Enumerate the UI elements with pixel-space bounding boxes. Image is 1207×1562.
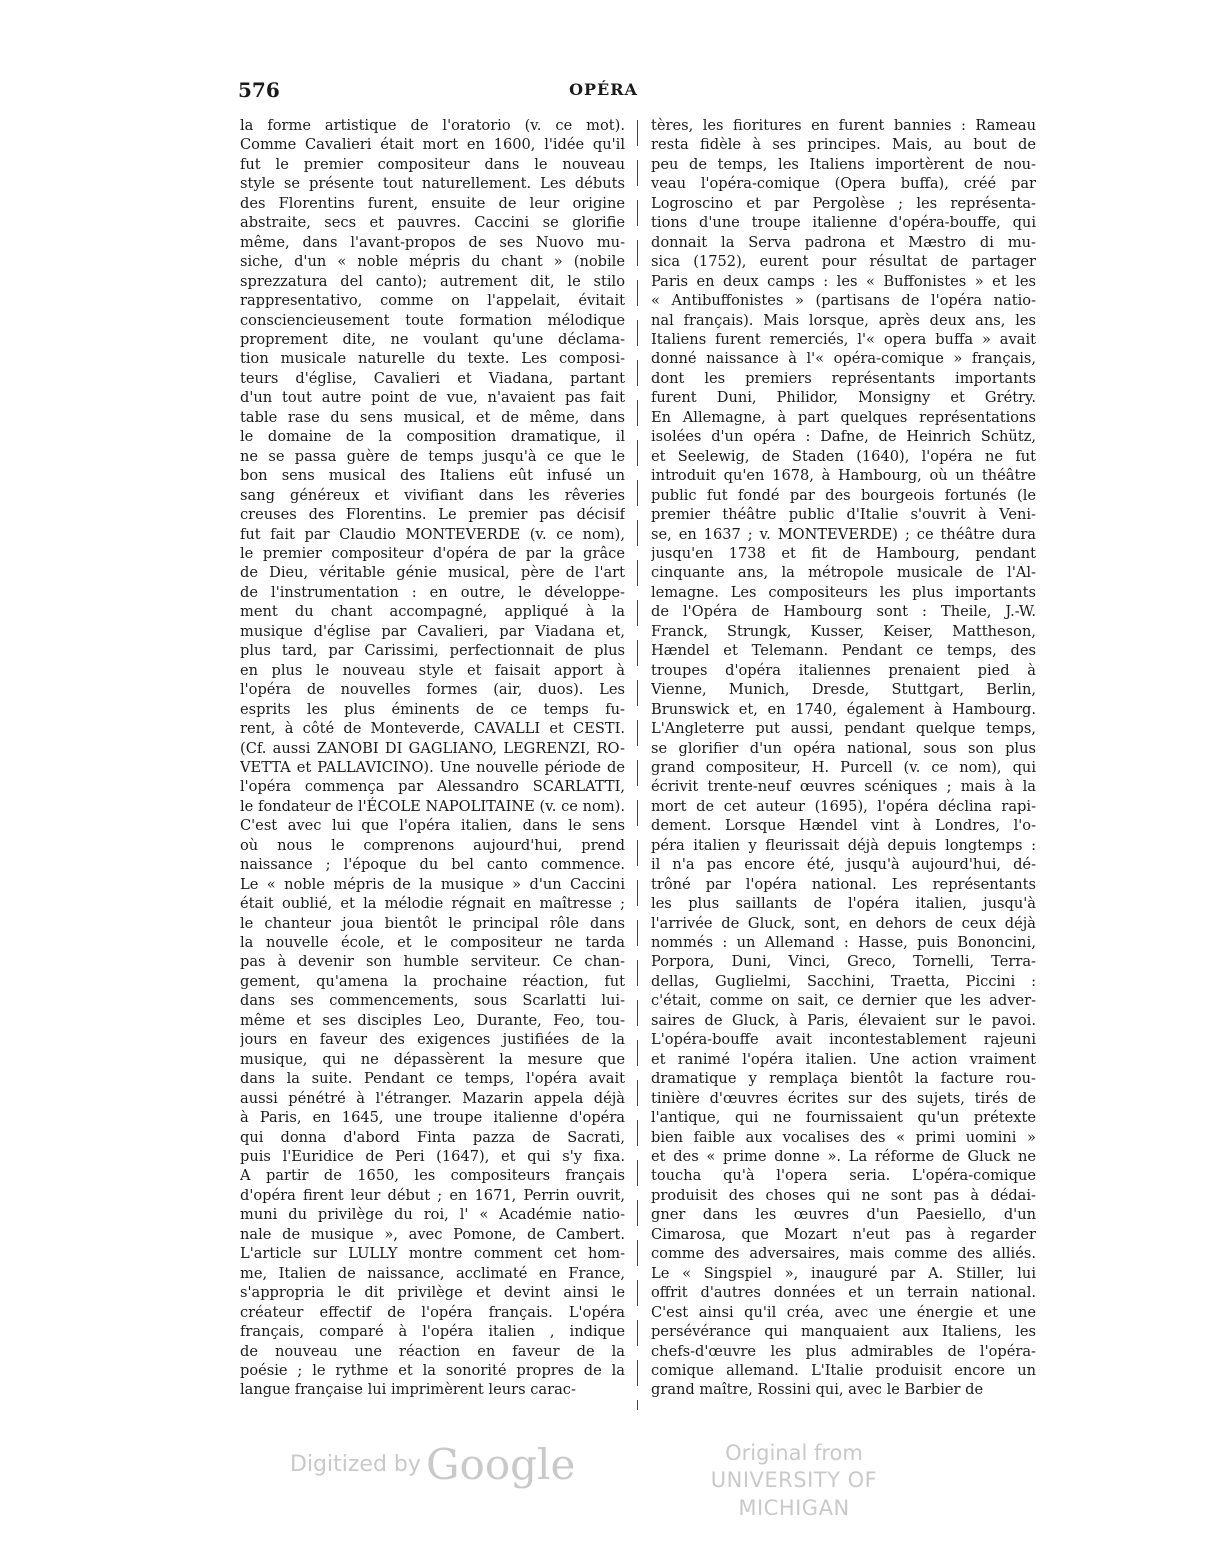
text-line: l'opéra de nouvelles formes (air, duos). Les	[240, 681, 625, 699]
text-line: et Seelewig, de Staden (1640), l'opéra ne fut	[651, 447, 1036, 465]
text-line: nale de musique », avec Pomone, de Cambert.	[240, 1225, 625, 1243]
left-column	[240, 116, 625, 1400]
text-line: des Florentins furent, ensuite de leur origine	[240, 194, 625, 212]
text-line: lemagne. Les compositeurs les plus importants	[651, 583, 1036, 601]
text-line: se glorifier d'un opéra national, sous son plus	[651, 739, 1036, 757]
text-line: toucha qu'à l'opera seria. L'opéra-comique	[651, 1167, 1036, 1185]
text-line: cinquante ans, la métropole musicale de l'Al-	[651, 564, 1036, 582]
text-line: fut fait par Claudio MONTEVERDE (v. ce nom),	[240, 525, 625, 543]
text-line: dellas, Guglielmi, Sacchini, Traetta, Piccini :	[651, 972, 1036, 990]
text-line: le premier compositeur d'opéra de par la grâce	[240, 544, 625, 562]
text-line: tères, les fioritures en furent bannies : Rameau	[651, 117, 1036, 134]
text-line: muni du privilège du roi, l' « Académie natio-	[240, 1206, 625, 1224]
text-line: persévérance qui manquaient aux Italiens, les	[651, 1323, 1036, 1341]
text-line: dement. Lorsque Hændel vint à Londres, l'o-	[651, 817, 1036, 835]
text-line: L'article sur LULLY montre comment cet hom-	[240, 1245, 625, 1263]
text-line: abstraite, secs et pauvres. Caccini se glorifie	[240, 214, 625, 232]
right-column	[651, 116, 1036, 1400]
text-line: musique, qui ne dépassèrent la mesure que	[240, 1050, 625, 1068]
text-line: Porpora, Duni, Vinci, Greco, Tornelli, Terra-	[651, 953, 1036, 971]
text-line: saires de Gluck, à Paris, élevaient sur le pavoi.	[651, 1011, 1036, 1029]
text-line: siche, d'un « noble mépris du chant » (nobile	[240, 253, 625, 271]
text-line: même et ses disciples Leo, Durante, Feo, tou-	[240, 1011, 625, 1029]
text-line: nal français). Mais lorsque, après deux ans, les	[651, 311, 1036, 329]
text-line: C'est avec lui que l'opéra italien, dans le sens	[240, 817, 625, 835]
text-line: langue française lui imprimèrent leurs carac-	[240, 1381, 576, 1399]
text-line: bien faible aux vocalises des « primi uomini »	[651, 1128, 1036, 1146]
text-line: Le « Singspiel », inauguré par A. Stiller, lui	[651, 1264, 1036, 1282]
text-line: était oublié, et la mélodie régnait en maîtresse ;	[240, 895, 625, 913]
text-line: jours en faveur des exigences justifiées de la	[240, 1031, 625, 1049]
text-line: tion musicale naturelle du texte. Les composi-	[240, 350, 625, 368]
text-line: style se présente tout naturellement. Les débuts	[240, 175, 625, 193]
text-line: tions d'une troupe italienne d'opéra-bouffe, qui	[651, 214, 1036, 232]
text-line: produisit des choses qui ne sont pas à dédai-	[651, 1186, 1036, 1204]
text-line: nommés : un Allemand : Hasse, puis Bononcini,	[651, 934, 1036, 952]
text-line: qui donna d'abord Finta pazza de Sacrati,	[240, 1128, 625, 1146]
text-line: les plus saillants de l'opéra italien, jusqu'à	[651, 895, 1036, 913]
text-line: consciencieusement toute formation mélodique	[240, 311, 625, 329]
text-line: ne se passa guère de temps jusqu'à ce que le	[240, 447, 625, 465]
text-line: Vienne, Munich, Dresde, Stuttgart, Berlin,	[651, 681, 1036, 699]
digitized-by-label: Digitized by	[290, 1452, 421, 1477]
text-line: s'appropria le dit privilège et devint ainsi le	[240, 1284, 625, 1302]
text-line: la forme artistique de l'oratorio (v. ce mot).	[240, 117, 625, 134]
text-line: public fut fondé par des bourgeois fortunés (le	[651, 486, 1036, 504]
text-line: Brunswick et, en 1740, également à Hambourg.	[651, 700, 1036, 718]
text-line: donnait la Serva padrona et Mæstro di mu-	[651, 233, 1036, 251]
text-line: rappresentativo, comme on l'appelait, évitait	[240, 292, 625, 310]
text-line: de Dieu, véritable génie musical, père de l'art	[240, 564, 625, 582]
text-line: sprezzatura del canto); autrement dit, le stilo	[240, 272, 625, 290]
text-line: musique d'église par Cavalieri, par Viadana et,	[240, 622, 625, 640]
text-line: Le « noble mépris de la musique » d'un Caccini	[240, 875, 625, 893]
column-divider	[637, 120, 638, 1410]
text-line: L'opéra-bouffe avait incontestablement rajeuni	[651, 1031, 1036, 1049]
text-line: d'un tout autre point de vue, n'avaient pas fait	[240, 389, 625, 407]
text-line: il n'a pas encore été, jusqu'à aujourd'hui, dé-	[651, 856, 1036, 874]
text-line: sica (1752), eurent pour résultat de partager	[651, 253, 1036, 271]
text-line: et ranimé l'opéra italien. Une action vraiment	[651, 1050, 1036, 1068]
text-line: Paris en deux camps : les « Buffonistes » et les	[651, 272, 1036, 290]
text-line: introduit qu'en 1678, à Hambourg, où un théâtre	[651, 467, 1036, 485]
text-line: sang généreux et vivifiant dans les rêveries	[240, 486, 625, 504]
text-line: En Allemagne, à part quelques représentations	[651, 408, 1036, 426]
text-line: dramatique y remplaça bientôt la facture rou-	[651, 1070, 1036, 1088]
text-line: le domaine de la composition dramatique, il	[240, 428, 625, 446]
text-line: français, comparé à l'opéra italien , indique	[240, 1323, 625, 1341]
text-line: L'Angleterre put aussi, pendant quelque temps,	[651, 720, 1036, 738]
text-line: proprement dite, ne voulant qu'une déclama-	[240, 330, 625, 348]
text-line: en plus le nouveau style et faisait apport à	[240, 661, 625, 679]
text-line: isolées d'un opéra : Dafne, de Heinrich Schütz,	[651, 428, 1036, 446]
text-line: me, Italien de naissance, acclimaté en France,	[240, 1264, 625, 1282]
text-line: tinière d'œuvres écrites sur des sujets, tirés de	[651, 1089, 1036, 1107]
text-line: le chanteur joua bientôt le principal rôle dans	[240, 914, 625, 932]
text-line: plus tard, par Carissimi, perfectionnait de plus	[240, 642, 625, 660]
text-line: rent, à côté de Monteverde, CAVALLI et CESTI.	[240, 720, 625, 738]
text-line: VETTA et PALLAVICINO). Une nouvelle période de	[240, 758, 625, 776]
text-line: de l'instrumentation : en outre, le développe-	[240, 583, 625, 601]
text-line: même, dans l'avant-propos de ses Nuovo mu-	[240, 233, 625, 251]
text-line: jusqu'en 1738 et fit de Hambourg, pendant	[651, 544, 1036, 562]
text-line: Logroscino et par Pergolèse ; les représenta-	[651, 194, 1036, 212]
text-line: puis l'Euridice de Peri (1647), et qui s'y fixa.	[240, 1148, 625, 1166]
text-line: trôné par l'opéra national. Les représentants	[651, 875, 1036, 893]
text-line: l'arrivée de Gluck, sont, en dehors de ceux déjà	[651, 914, 1036, 932]
text-line: C'est ainsi qu'il créa, avec une énergie et une	[651, 1303, 1036, 1321]
text-line: veau l'opéra-comique (Opera buffa), créé par	[651, 175, 1036, 193]
text-line: furent Duni, Philidor, Monsigny et Grétry.	[651, 389, 1036, 407]
text-line: offrit d'autres données et un terrain national.	[651, 1284, 1036, 1302]
text-line: (Cf. aussi ZANOBI DI GAGLIANO, LEGRENZI, RO-	[240, 739, 625, 757]
text-line: resta fidèle à ses principes. Mais, au bout de	[651, 136, 1036, 154]
text-line: l'antique, qui ne fournissaient qu'un prétexte	[651, 1109, 1036, 1127]
text-line: dans ses commencements, sous Scarlatti lui-	[240, 992, 625, 1010]
text-line: Comme Cavalieri était mort en 1600, l'idée qu'il	[240, 136, 625, 154]
text-line: chefs-d'œuvre les plus admirables de l'opéra-	[651, 1342, 1036, 1360]
university-label: UNIVERSITY OF MICHIGAN	[710, 1468, 878, 1520]
text-line: Franck, Strungk, Kusser, Keiser, Mattheson,	[651, 622, 1036, 640]
text-line: et des « prime donne ». La réforme de Gluck ne	[651, 1148, 1036, 1166]
original-from-watermark	[668, 1440, 920, 1522]
text-line: mort de cet auteur (1695), l'opéra déclina rapi-	[651, 797, 1036, 815]
text-line: où nous le comprenons aujourd'hui, prend	[240, 836, 625, 854]
text-line: poésie ; le rythme et la sonorité propres de la	[240, 1362, 625, 1379]
google-logo-text: Google	[426, 1440, 576, 1489]
running-head: OPÉRA	[569, 80, 638, 99]
text-line: grand compositeur, H. Purcell (v. ce nom), qui	[651, 758, 1036, 776]
text-line: le fondateur de l'ÉCOLE NAPOLITAINE (v. ce nom).	[240, 797, 625, 815]
text-line: dans la suite. Pendant ce temps, l'opéra avait	[240, 1070, 625, 1088]
text-line: la nouvelle école, et le compositeur ne tarda	[240, 934, 625, 952]
text-line: premier théâtre public d'Italie s'ouvrit à Veni-	[651, 506, 1036, 524]
text-line: c'était, comme on sait, ce dernier que les adver-	[651, 992, 1036, 1010]
text-line: l'opéra commença par Alessandro SCARLATTI,	[240, 778, 625, 796]
text-line: A partir de 1650, les compositeurs français	[240, 1167, 625, 1185]
text-line: dont les premiers représentants importants	[651, 369, 1036, 387]
digitized-by-google-watermark	[290, 1440, 575, 1489]
text-line: comique allemand. L'Italie produisit encore un	[651, 1362, 1036, 1379]
text-line: d'opéra firent leur début ; en 1671, Perrin ouvrit,	[240, 1186, 625, 1204]
text-line: fut le premier compositeur dans le nouveau	[240, 155, 625, 173]
text-line: gner dans les œuvres d'un Paesiello, d'un	[651, 1206, 1036, 1224]
original-from-label: Original from	[725, 1441, 863, 1465]
text-line: esprits les plus éminents de ce temps fu-	[240, 700, 625, 718]
text-line: à Paris, en 1645, une troupe italienne d'opéra	[240, 1109, 625, 1127]
text-line: naissance ; l'époque du bel canto commence.	[240, 856, 625, 874]
text-line: Italiens furent remerciés, l'« opera buffa » avait	[651, 330, 1036, 348]
text-line: écrivit trente-neuf œuvres scéniques ; mais à la	[651, 778, 1036, 796]
text-line: creuses des Florentins. Le premier pas décisif	[240, 506, 625, 524]
text-line: créateur effectif de l'opéra français. L'opéra	[240, 1303, 625, 1321]
text-line: Hændel et Telemann. Pendant ce temps, des	[651, 642, 1036, 660]
text-line: comme des adversaires, mais comme des alliés.	[651, 1245, 1036, 1263]
text-line: « Antibuffonistes » (partisans de l'opéra natio-	[651, 292, 1036, 310]
page-number: 576	[238, 78, 280, 102]
text-line: ment du chant accompagné, appliqué à la	[240, 603, 625, 621]
text-line: donné naissance à l'« opéra-comique » français,	[651, 350, 1036, 368]
text-line: bon sens musical des Italiens eût infusé un	[240, 467, 625, 485]
text-line: de nouveau une réaction en faveur de la	[240, 1342, 625, 1360]
text-line: pas à devenir son humble serviteur. Ce chan-	[240, 953, 625, 971]
text-line: aussi pénétré à l'étranger. Mazarin appela déjà	[240, 1089, 625, 1107]
text-line: Cimarosa, que Mozart n'eut pas à regarder	[651, 1225, 1036, 1243]
text-line: se, en 1637 ; v. MONTEVERDE) ; ce théâtre dura	[651, 525, 1036, 543]
text-line: teurs d'église, Cavalieri et Viadana, partant	[240, 369, 625, 387]
text-line: grand maître, Rossini qui, avec le Barbier de	[651, 1381, 984, 1399]
text-line: gement, qu'amena la prochaine réaction, fut	[240, 972, 625, 990]
text-line: de l'Opéra de Hambourg sont : Theile, J.-W.	[651, 603, 1036, 621]
text-line: troupes d'opéra italiennes prenaient pied à	[651, 661, 1036, 679]
text-line: péra italien y fleurissait déjà depuis longtemps :	[651, 836, 1036, 854]
text-line: peu de temps, les Italiens importèrent de nou-	[651, 155, 1036, 173]
text-line: table rase du sens musical, et de même, dans	[240, 408, 625, 426]
